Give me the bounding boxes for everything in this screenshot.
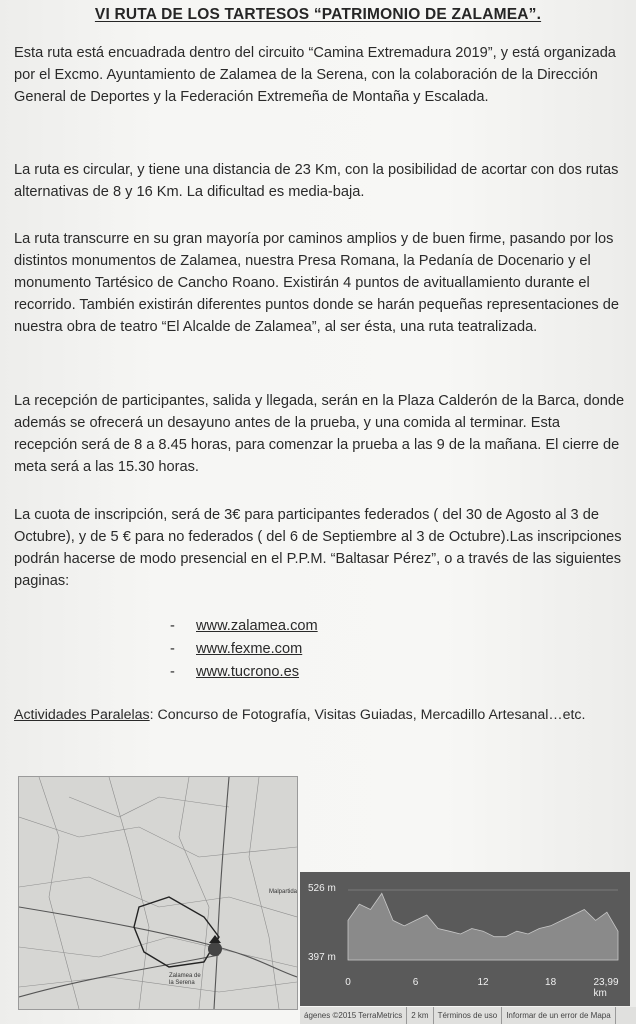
- intro-paragraph: Esta ruta está encuadrada dentro del circuito “Camina Extremadura 2019”, y está organizada por el Excmo. Ayuntamiento de Zalamea de la Serena, con la colaboración de la Dirección General de Deportes y la Federación Extremeña de Montaña y Escalada.: [14, 45, 616, 105]
- elevation-profile: [300, 872, 630, 1006]
- link-tucrono[interactable]: www.tucrono.es: [196, 664, 300, 680]
- page-title: VI RUTA DE LOS TARTESOS “PATRIMONIO DE ZALAMEA”.: [94, 6, 542, 23]
- elevation-min-label: 397 m: [308, 952, 336, 963]
- fee-paragraph: La cuota de inscripción, será de 3€ para participantes federados ( del 30 de Agosto al 3 de Octubre), y de 5 € para no federados ( del 6 de Septiembre al 3 de Octubre).Las inscripciones podrán hacerse de modo presencial en el P.P.M. “Baltasar Pérez”, o a través de las siguientes paginas:: [14, 507, 622, 589]
- distance-paragraph: La ruta es circular, y tiene una distancia de 23 Km, con la posibilidad de acortar con dos rutas alternativas de 8 y 16 Km. La dificultad es media-baja.: [14, 162, 619, 200]
- x-tick-label: 0: [345, 977, 351, 988]
- route-map-image: [18, 776, 298, 1010]
- activities-text: : Concurso de Fotografía, Visitas Guiadas, Mercadillo Artesanal…etc.: [149, 707, 586, 723]
- elevation-area: [348, 893, 618, 960]
- links-list: [170, 615, 318, 684]
- elevation-max-label: 526 m: [308, 883, 336, 894]
- report-error-link[interactable]: Informar de un error de Mapa: [502, 1007, 616, 1024]
- attribution-text: ágenes ©2015 TerraMetrics: [300, 1007, 407, 1024]
- list-dash: -: [170, 618, 175, 634]
- map-place-label: Malpartida: [269, 889, 298, 895]
- activities-label: Actividades Paralelas: [14, 707, 150, 723]
- list-item: [170, 661, 318, 684]
- list-dash: -: [170, 664, 175, 680]
- scale-text: 2 km: [407, 1007, 433, 1024]
- x-tick-label: 18: [545, 977, 557, 988]
- map-town-label: Zalamea de la Serena: [169, 973, 201, 986]
- list-item: [170, 615, 318, 638]
- activities-line: [14, 705, 626, 725]
- x-tick-label: 6: [412, 977, 419, 988]
- reception-paragraph: La recepción de participantes, salida y llegada, serán en la Plaza Calderón de la Barca, donde además se ofrecerá un desayuno antes de la prueba, y una comida al terminar. Esta recepción será de 8 a 8.45 horas, para comenzar la prueba a las 9 de la mañana. El cierre de meta será a las 15.30 horas.: [14, 393, 625, 475]
- list-item: [170, 638, 318, 661]
- list-dash: -: [170, 641, 175, 657]
- link-fexme[interactable]: www.fexme.com: [196, 641, 303, 657]
- map-drawing: [19, 777, 297, 1009]
- route-paragraph: La ruta transcurre en su gran mayoría por caminos amplios y de buen firme, pasando por los distintos monumentos de Zalamea, nuestra Presa Romana, la Pedanía de Docenario y el monumento Tartésico de Cancho Roano. Existirán 4 puntos de avituallamiento durante el recorrido. También existirán diferentes puntos donde se harán pequeñas representaciones de nuestra obra de teatro “El Alcalde de Zalamea”, al ser ésta, una ruta teatralizada.: [14, 231, 619, 335]
- terms-link[interactable]: Términos de uso: [434, 1007, 503, 1024]
- x-tick-label: 23,99 km: [593, 977, 619, 999]
- map-attribution-bar: [300, 1007, 636, 1024]
- x-tick-label: 12: [477, 977, 489, 988]
- link-zalamea[interactable]: www.zalamea.com: [196, 618, 318, 634]
